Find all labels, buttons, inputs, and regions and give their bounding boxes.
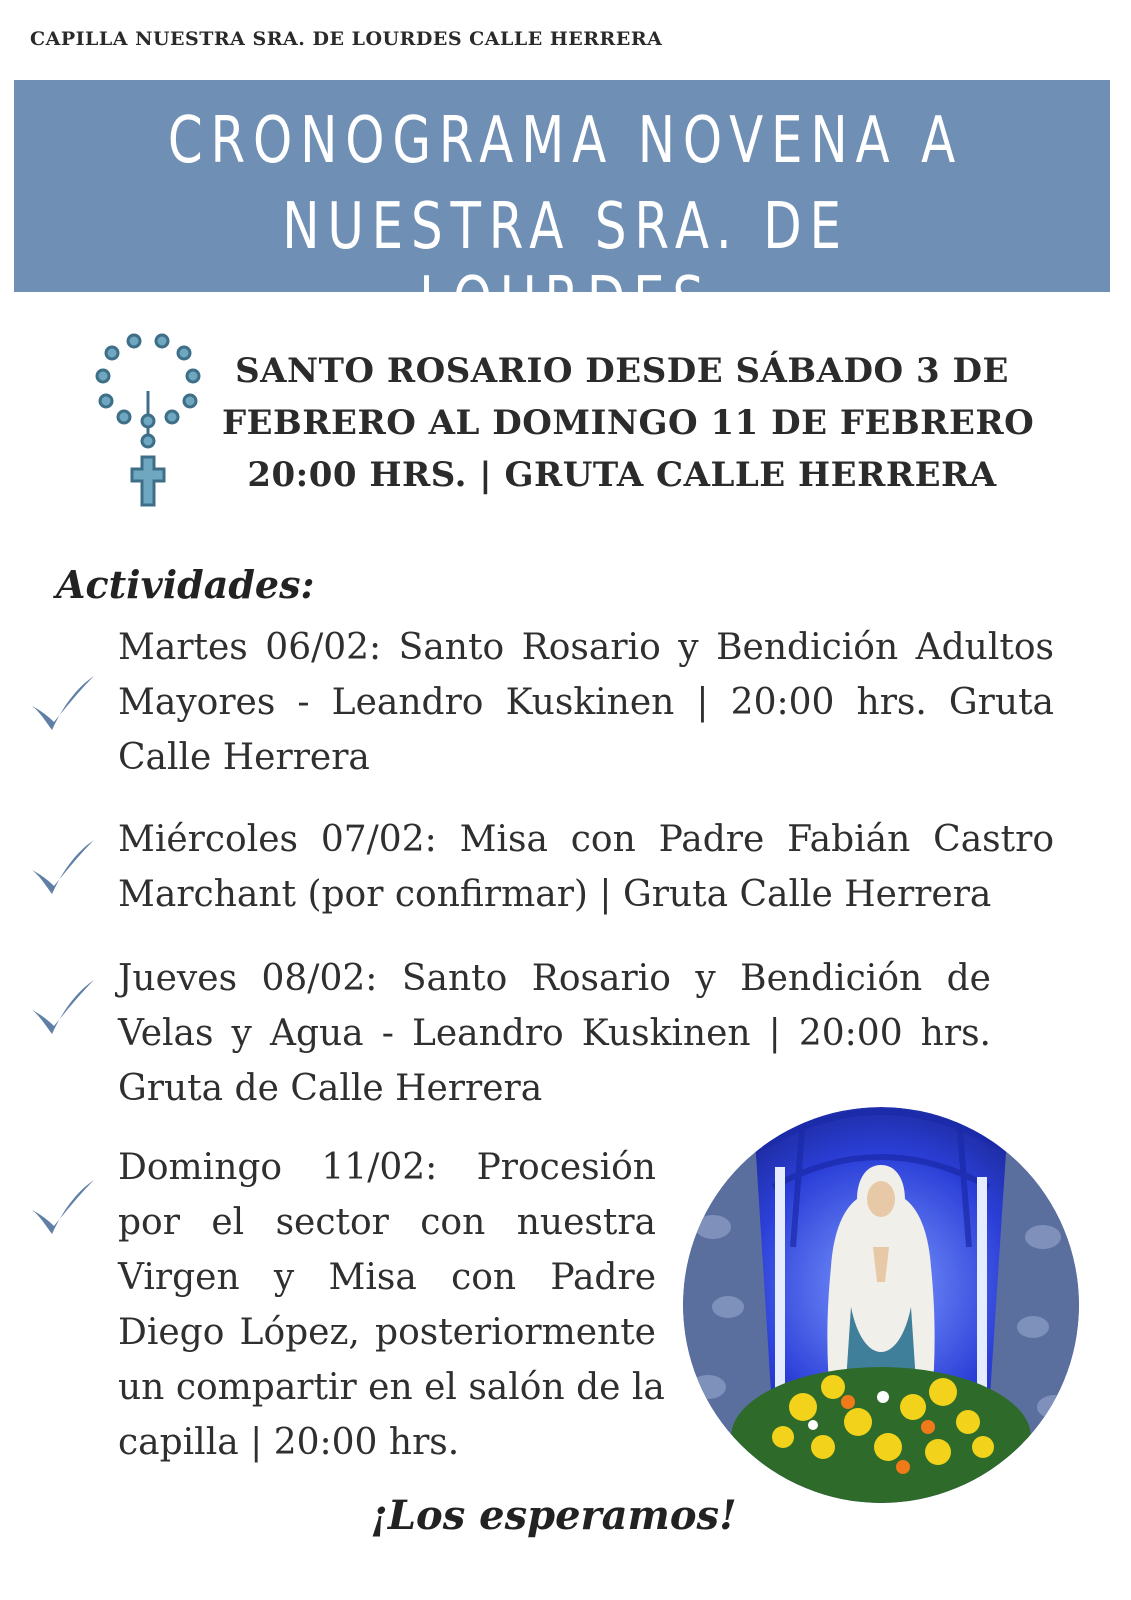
- rosary-line: 20:00 HRS. | GRUTA CALLE HERRERA: [247, 455, 997, 495]
- activity-line: Miércoles 07/02: Misa con Padre Fabián Castro: [118, 819, 1054, 860]
- activity-line: un compartir en el salón de la: [118, 1367, 665, 1408]
- activity-line: Diego López, posteriormente: [118, 1312, 656, 1353]
- activity-item: [118, 951, 991, 1116]
- rosary-line: SANTO ROSARIO DESDE SÁBADO 3 DE: [235, 351, 1009, 391]
- rosary-line: FEBRERO AL DOMINGO 11 DE FEBRERO: [222, 403, 1035, 443]
- activity-line: Marchant (por confirmar) | Gruta Calle Herrera: [118, 874, 992, 915]
- checkmark-icon: [28, 672, 98, 734]
- activities-title: Actividades:: [56, 562, 315, 607]
- activity-line: Martes 06/02: Santo Rosario y Bendición Adultos: [118, 627, 1054, 668]
- title-line-2: NUESTRA SRA. DE LOURDES: [282, 190, 849, 338]
- closing-message: ¡Los esperamos!: [370, 1492, 737, 1539]
- checkmark-icon: [28, 1176, 98, 1238]
- chapel-name: CAPILLA NUESTRA SRA. DE LOURDES CALLE HERRERA: [30, 28, 663, 50]
- rosary-icon: [92, 333, 204, 511]
- activity-item: [118, 1140, 665, 1470]
- activity-line: por el sector con nuestra: [118, 1202, 656, 1243]
- rosary-schedule: [222, 345, 1035, 501]
- activity-line: capilla | 20:00 hrs.: [118, 1422, 460, 1463]
- activity-item: [118, 812, 1054, 922]
- activity-line: Jueves 08/02: Santo Rosario y Bendición de: [118, 958, 991, 999]
- title-line-1: CRONOGRAMA NOVENA A: [167, 104, 964, 178]
- activity-line: Calle Herrera: [118, 737, 370, 778]
- checkmark-icon: [28, 976, 98, 1038]
- activity-line: Virgen y Misa con Padre: [118, 1257, 656, 1298]
- virgin-statue-photo: [683, 1107, 1079, 1503]
- activity-line: Gruta de Calle Herrera: [118, 1068, 543, 1109]
- activity-line: Domingo 11/02: Procesión: [118, 1147, 656, 1188]
- activity-line: Mayores - Leandro Kuskinen | 20:00 hrs. Gruta: [118, 682, 1054, 723]
- checkmark-icon: [28, 836, 98, 898]
- activity-item: [118, 620, 1054, 785]
- activity-line: Velas y Agua - Leandro Kuskinen | 20:00 hrs.: [118, 1013, 991, 1054]
